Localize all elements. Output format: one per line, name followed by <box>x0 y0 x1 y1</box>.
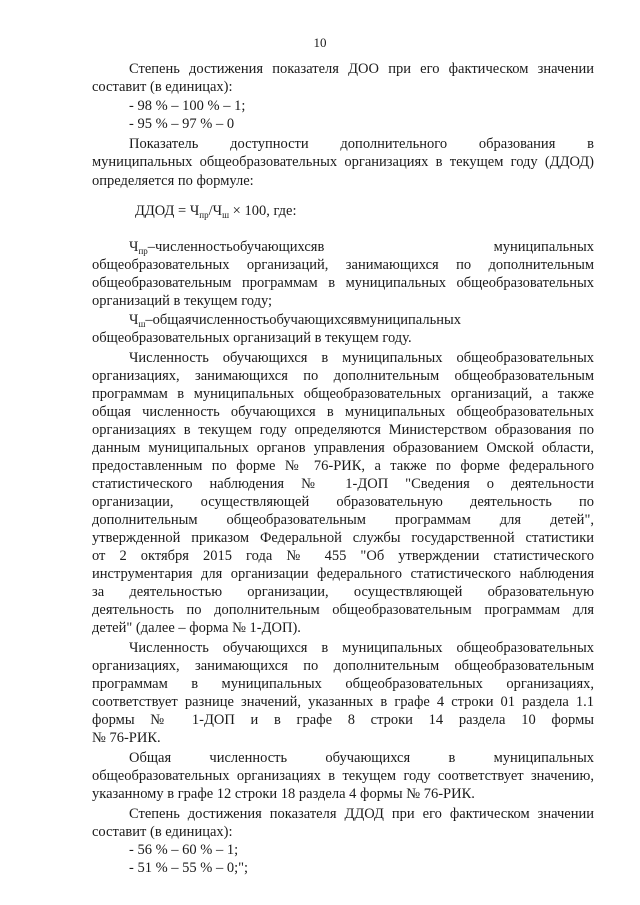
text-line: общеобразовательным программам в муниципальных общеобразовательных <box>92 275 594 291</box>
text-line: Степень достижения показателя ДОО при его фактическом значении <box>129 61 594 77</box>
text-line: данным муниципальных органов управления образованием Омской области, <box>92 440 594 456</box>
definition-line: $Ч_{пр}$–численностьобучающихсяв муниципальных <box>129 239 594 256</box>
text-line: общеобразовательных организаций в текущем году. <box>92 330 412 346</box>
formula: ДДОД = $Ч_{пр}/Ч_ш \times 100$, где: <box>135 203 297 220</box>
text-line: от 2 октября 2015 года № 455 "Об утверждении статистического <box>92 548 594 564</box>
text-line: организации, осуществляющей образовательную деятельность по <box>92 494 594 510</box>
text-line: инструментария для организации федерального статистического наблюдения <box>92 566 594 582</box>
text-line: общая численность обучающихся в муниципальных общеобразовательных <box>92 404 594 420</box>
text-line: муниципальных общеобразовательных организациях в текущем году (ДДОД) <box>92 154 594 170</box>
text-line: указанному в графе 12 строки 18 раздела 4 формы № 76-РИК. <box>92 786 475 802</box>
text-line: программам в муниципальных общеобразовательных организаций, а также <box>92 386 594 402</box>
text-line: деятельность по дополнительным общеобразовательным программам для <box>92 602 594 618</box>
list-item: - 51 % – 55 % – 0;"; <box>129 860 249 876</box>
text-line: организациях, занимающихся по дополнительным общеобразовательным <box>92 658 594 674</box>
text-line: статистического наблюдения № 1-ДОП "Сведения о деятельности <box>92 476 594 492</box>
page-number: 10 <box>313 35 327 50</box>
definition-line: $Ч_ш$–общаячисленностьобучающихсявмуниципальных <box>129 312 461 329</box>
text-line: организациях, занимающихся по дополнительным общеобразовательным <box>92 368 594 384</box>
text-line: детей" (далее – форма № 1-ДОП). <box>92 620 301 636</box>
list-item: - 95 % – 97 % – 0 <box>129 116 235 132</box>
text-line: предоставленным по форме № 76-РИК, а также по форме федерального <box>92 458 594 474</box>
text-line: № 76-РИК. <box>92 730 161 746</box>
text-line: соответствует разнице значений, указанных в графе 4 строки 01 раздела 1.1 <box>92 694 594 710</box>
text-line: организациях в текущем году определяются Министерством образования по <box>92 422 594 438</box>
text-line: Степень достижения показателя ДДОД при его фактическом значении <box>129 806 594 822</box>
text-line: общеобразовательных организаций, занимающихся по дополнительным <box>92 257 594 273</box>
text-line: программам в муниципальных общеобразовательных организациях, <box>92 676 594 692</box>
text-line: Показатель доступности дополнительного образования в <box>129 136 594 152</box>
text-line: за деятельностью организации, осуществляющей образовательную <box>92 584 594 600</box>
text-line: утвержденной приказом Федеральной службы государственной статистики <box>92 530 594 546</box>
text-line: общеобразовательных организациях в текущем году соответствует значению, <box>92 768 594 784</box>
list-item: - 56 % – 60 % – 1; <box>129 842 239 858</box>
text-line: составит (в единицах): <box>92 824 233 840</box>
text-line: Численность обучающихся в муниципальных общеобразовательных <box>129 640 594 656</box>
text-line: дополнительным общеобразовательным программам для детей", <box>92 512 594 528</box>
text-line: Общая численность обучающихся в муниципальных <box>129 750 594 766</box>
text-line: составит (в единицах): <box>92 79 233 95</box>
list-item: - 98 % – 100 % – 1; <box>129 98 246 114</box>
text-line: Численность обучающихся в муниципальных общеобразовательных <box>129 350 594 366</box>
text-line: определяется по формуле: <box>92 173 254 189</box>
text-line: формы № 1-ДОП и в графе 8 строки 14 раздела 10 формы <box>92 712 594 728</box>
text-line: организаций в текущем году; <box>92 293 273 309</box>
